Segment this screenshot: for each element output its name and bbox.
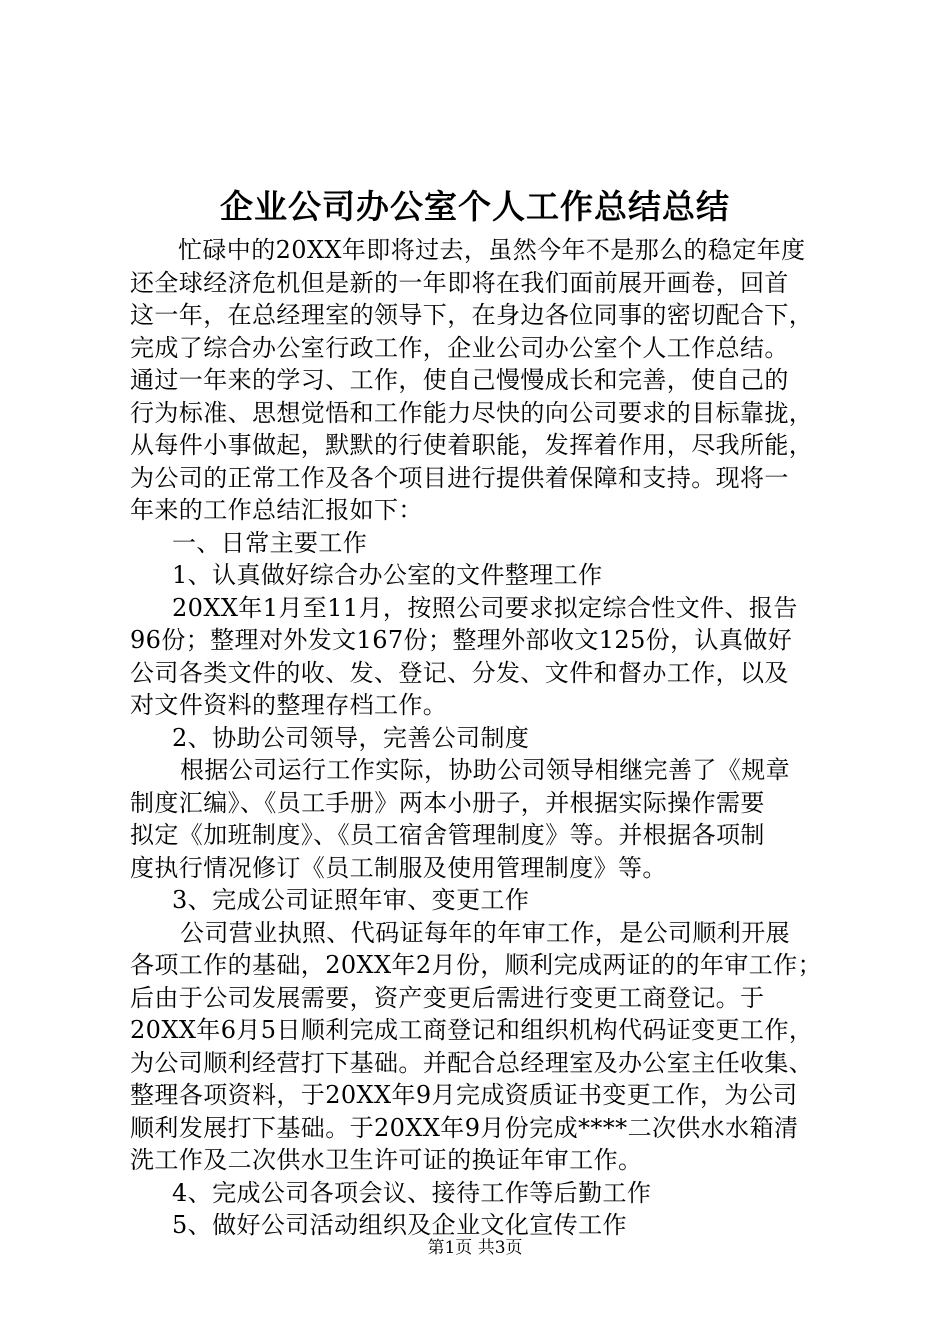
body-line: 公司各类文件的收、发、登记、分发、文件和督办工作，以及 [130, 658, 789, 687]
body-line: 96份；整理对外发文167份；整理外部收文125份，认真做好 [130, 626, 793, 654]
subsection-heading: 3、完成公司证照年审、变更工作 [172, 886, 530, 914]
section-heading: 一、日常主要工作 [172, 528, 368, 557]
body-line: 对文件资料的整理存档工作。 [130, 691, 448, 719]
body-line: 完成了综合办公室行政工作，企业公司办公室个人工作总结。 [130, 333, 789, 362]
body-line: 各项工作的基础，20XX年2月份，顺利完成两证的的年审工作； [130, 951, 822, 979]
body-line: 年来的工作总结汇报如下： [130, 496, 423, 524]
body-line: 根据公司运行工作实际，协助公司领导相继完善了《规章 [180, 756, 790, 784]
body-line: 公司营业执照、代码证每年的年审工作，是公司顺利开展 [180, 918, 790, 947]
subsection-heading: 2、协助公司领导，完善公司制度 [172, 723, 530, 752]
page-footer: 第1页 共3页 [427, 1238, 523, 1258]
body-line: 整理各项资料，于20XX年9月完成资质证书变更工作，为公司 [130, 1081, 798, 1109]
body-line: 制度汇编》、《员工手册》两本小册子，并根据实际操作需要 [130, 788, 765, 817]
body-line: 后由于公司发展需要，资产变更后需进行变更工商登记。于 [130, 983, 765, 1012]
document-title: 企业公司办公室个人工作总结总结 [220, 187, 730, 226]
subsection-heading: 4、完成公司各项会议、接待工作等后勤工作 [172, 1178, 652, 1207]
body-line: 洗工作及二次供水卫生许可证的换证年审工作。 [130, 1146, 643, 1174]
body-line: 20XX年1月至11月，按照公司要求拟定综合性文件、报告 [172, 593, 798, 622]
body-line: 为公司的正常工作及各个项目进行提供着保障和支持。现将一 [130, 463, 789, 492]
body-line: 20XX年6月5日顺利完成工商登记和组织机构代码证变更工作， [130, 1016, 814, 1044]
body-line: 还全球经济危机但是新的一年即将在我们面前展开画卷，回首 [130, 268, 789, 297]
body-line: 从每件小事做起，默默的行使着职能，发挥着作用，尽我所能， [130, 431, 814, 459]
subsection-heading: 5、做好公司活动组织及企业文化宣传工作 [172, 1211, 627, 1239]
body-line: 拟定《加班制度》、《员工宿舍管理制度》等。并根据各项制 [130, 821, 765, 849]
body-line: 通过一年来的学习、工作，使自己慢慢成长和完善，使自己的 [130, 366, 789, 394]
body-line: 这一年，在总经理室的领导下，在身边各位同事的密切配合下， [130, 301, 814, 329]
body-line: 为公司顺利经营打下基础。并配合总经理室及办公室主任收集、 [130, 1048, 814, 1077]
body-line: 度执行情况修订《员工制服及使用管理制度》等。 [130, 853, 667, 882]
body-line: 顺利发展打下基础。于20XX年9月份完成****二次供水水箱清 [130, 1113, 799, 1142]
document-body [130, 234, 835, 1242]
subsection-heading: 1、认真做好综合办公室的文件整理工作 [172, 561, 603, 589]
body-line: 忙碌中的20XX年即将过去，虽然今年不是那么的稳定年度 [178, 236, 806, 264]
body-line: 行为标准、思想觉悟和工作能力尽快的向公司要求的目标靠拢， [130, 398, 814, 427]
